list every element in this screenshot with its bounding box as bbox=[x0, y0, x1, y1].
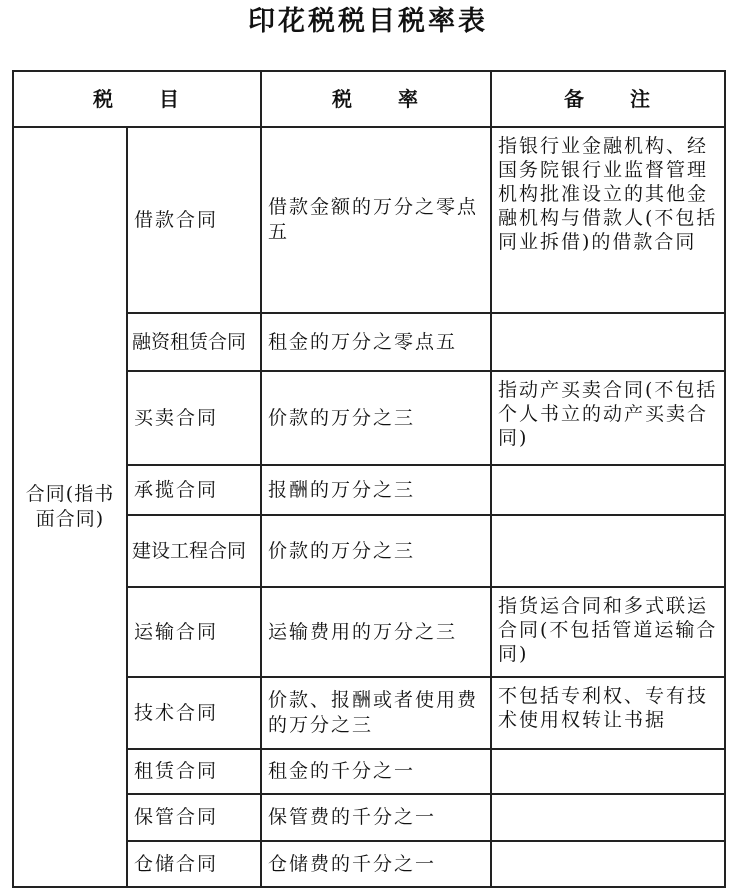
item-note: 不包括专利权、专有技术使用权转让书据 bbox=[491, 677, 725, 749]
item-name: 仓储合同 bbox=[127, 841, 261, 887]
table-row bbox=[13, 127, 725, 313]
item-note bbox=[491, 794, 725, 841]
item-name: 租赁合同 bbox=[127, 749, 261, 794]
item-rate: 价款的万分之三 bbox=[261, 515, 491, 587]
item-rate: 仓储费的千分之一 bbox=[261, 841, 491, 887]
item-note: 指动产买卖合同(不包括个人书立的动产买卖合同) bbox=[491, 371, 725, 465]
item-note bbox=[491, 465, 725, 515]
header-tax-item: 税 目 bbox=[13, 71, 261, 127]
item-rate: 运输费用的万分之三 bbox=[261, 587, 491, 677]
item-name: 技术合同 bbox=[127, 677, 261, 749]
item-rate: 租金的万分之零点五 bbox=[261, 313, 491, 371]
header-note: 备 注 bbox=[491, 71, 725, 127]
item-note bbox=[491, 749, 725, 794]
item-note bbox=[491, 515, 725, 587]
item-name: 承揽合同 bbox=[127, 465, 261, 515]
item-note bbox=[491, 313, 725, 371]
item-name: 运输合同 bbox=[127, 587, 261, 677]
header-tax-rate: 税 率 bbox=[261, 71, 491, 127]
item-name: 借款合同 bbox=[127, 127, 261, 313]
item-rate: 借款金额的万分之零点五 bbox=[261, 127, 491, 313]
item-name: 保管合同 bbox=[127, 794, 261, 841]
item-note bbox=[491, 841, 725, 887]
page-title: 印花税税目税率表 bbox=[248, 6, 488, 37]
item-rate: 租金的千分之一 bbox=[261, 749, 491, 794]
item-rate: 价款的万分之三 bbox=[261, 371, 491, 465]
item-name: 融资租赁合同 bbox=[127, 313, 261, 371]
item-rate: 报酬的万分之三 bbox=[261, 465, 491, 515]
table-header-row bbox=[13, 71, 725, 127]
item-rate: 保管费的千分之一 bbox=[261, 794, 491, 841]
group-label: 合同(指书面合同) bbox=[13, 127, 127, 887]
item-name: 建设工程合同 bbox=[127, 515, 261, 587]
item-note: 指银行业金融机构、经国务院银行业监督管理机构批准设立的其他金融机构与借款人(不包括同业拆借)的借款合同 bbox=[491, 127, 725, 313]
tax-rate-table bbox=[12, 70, 726, 888]
item-name: 买卖合同 bbox=[127, 371, 261, 465]
item-note: 指货运合同和多式联运合同(不包括管道运输合同) bbox=[491, 587, 725, 677]
item-rate: 价款、报酬或者使用费的万分之三 bbox=[261, 677, 491, 749]
